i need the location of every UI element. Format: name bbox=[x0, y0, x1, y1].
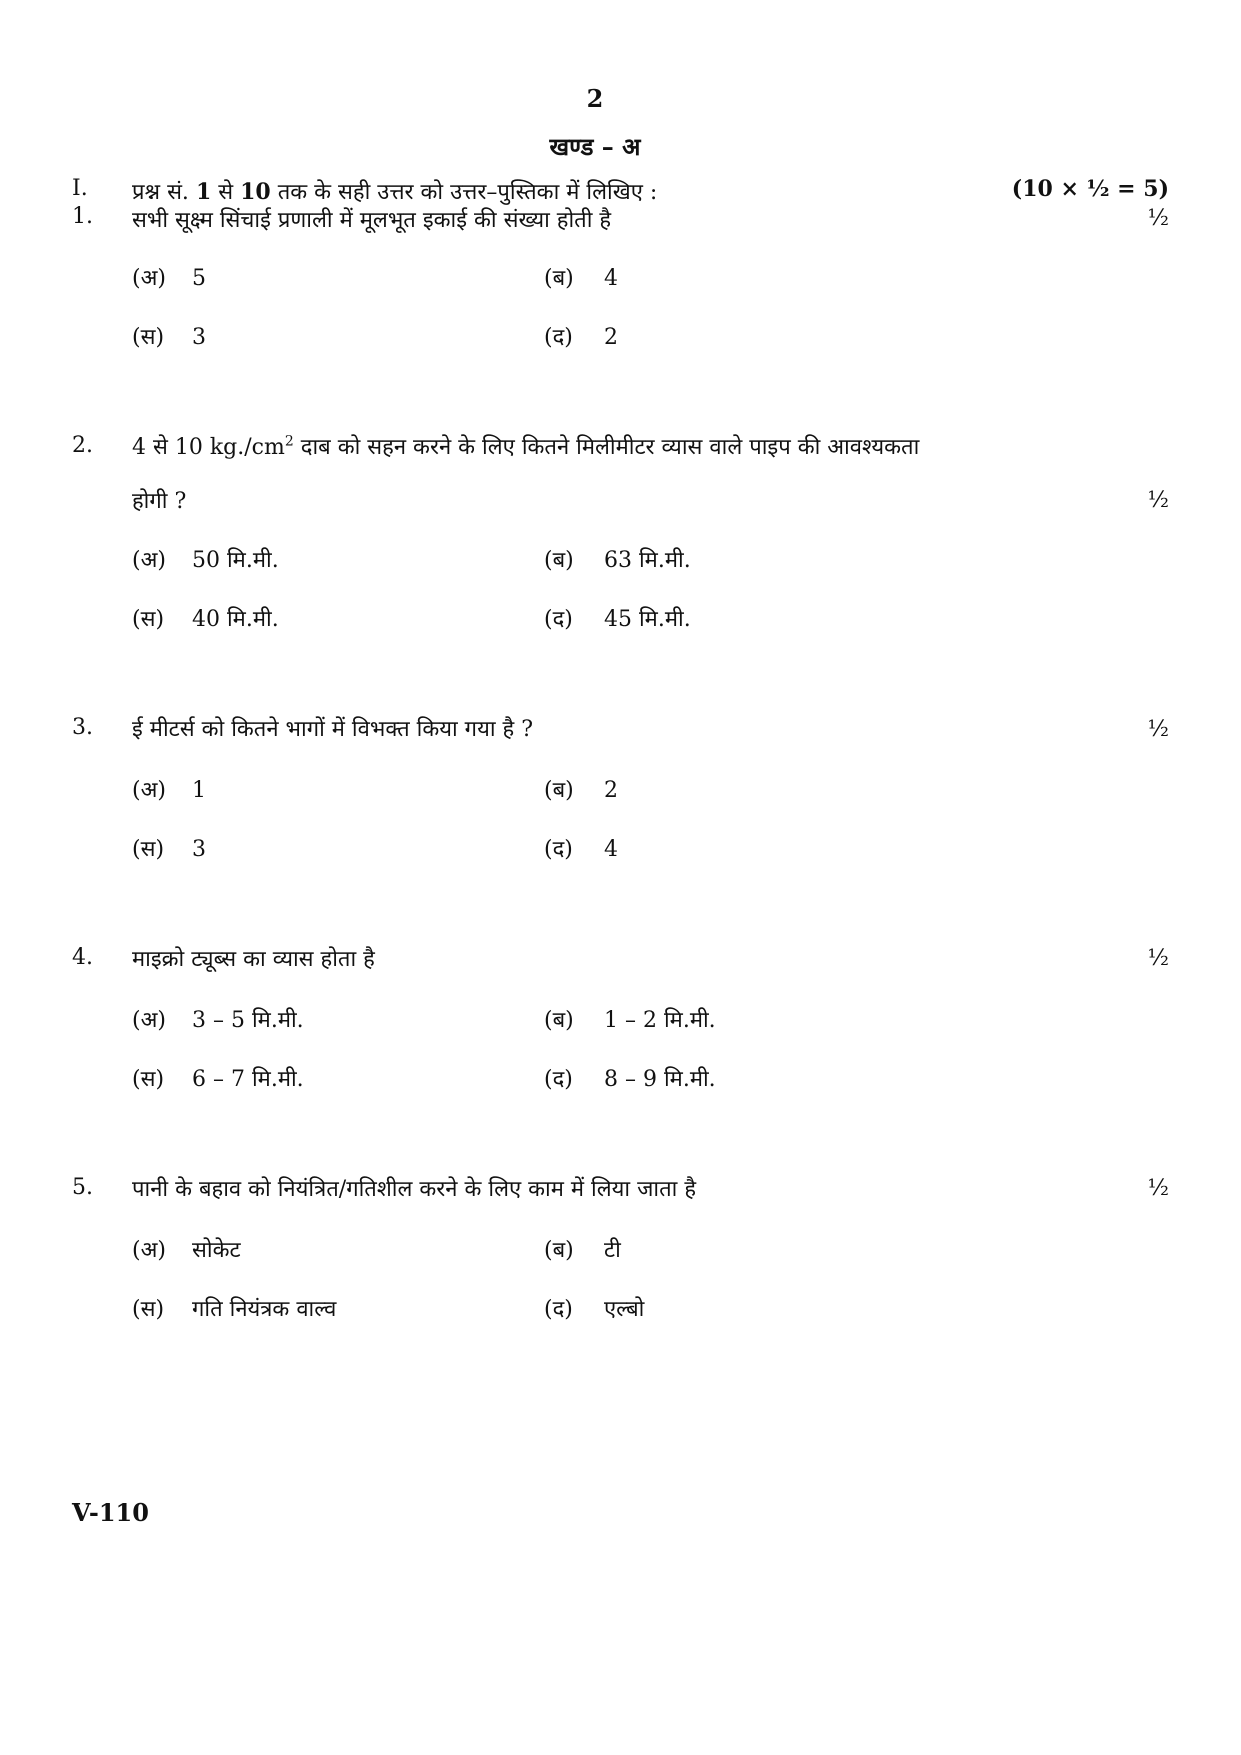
question-marks: ½ bbox=[1147, 206, 1169, 231]
question-number: 2. bbox=[72, 433, 93, 458]
option-b: (ब) 63 मि.मी. bbox=[544, 548, 691, 573]
option-c: (स) गति नियंत्रक वाल्व bbox=[132, 1297, 337, 1322]
option-b: (ब) 2 bbox=[544, 778, 618, 803]
section-title: खण्ड – अ bbox=[549, 132, 641, 161]
option-b: (ब) टी bbox=[544, 1238, 621, 1263]
option-a: (अ) 1 bbox=[132, 778, 206, 803]
question-number: 5. bbox=[72, 1175, 93, 1200]
question-text: 4 से 10 $kg./cm^2$ दाब को सहन करने के लिए कितने मिलीमीटर व्यास वाले पाइप की आवश्यकता bbox=[132, 433, 920, 460]
option-d: (द) 8 – 9 मि.मी. bbox=[544, 1067, 716, 1092]
option-c: (स) 40 मि.मी. bbox=[132, 607, 279, 632]
question-marks: ½ bbox=[1147, 946, 1169, 971]
question-text: ई मीटर्स को कितने भागों में विभक्त किया गया है ? bbox=[132, 717, 533, 742]
option-d: (द) एल्बो bbox=[544, 1297, 645, 1322]
question-text: सभी सूक्ष्म सिंचाई प्रणाली में मूलभूत इकाई की संख्या होती है bbox=[132, 208, 612, 233]
question-marks: ½ bbox=[1147, 488, 1169, 513]
question-text: माइक्रो ट्यूब्स का व्यास होता है bbox=[132, 947, 375, 972]
option-a: (अ) 5 bbox=[132, 266, 206, 291]
option-d: (द) 4 bbox=[544, 837, 618, 862]
option-d: (द) 45 मि.मी. bbox=[544, 607, 691, 632]
question-text-line2: होगी ? bbox=[132, 489, 187, 514]
page-number: 2 bbox=[586, 84, 604, 113]
option-c: (स) 3 bbox=[132, 837, 206, 862]
question-number: 3. bbox=[72, 715, 93, 740]
question-number: 4. bbox=[72, 945, 93, 970]
question-marks: ½ bbox=[1147, 1176, 1169, 1201]
question-marks: ½ bbox=[1147, 717, 1169, 742]
option-b: (ब) 4 bbox=[544, 266, 618, 291]
question-text: पानी के बहाव को नियंत्रित/गतिशील करने के लिए काम में लिया जाता है bbox=[132, 1177, 697, 1202]
question-number: 1. bbox=[72, 204, 93, 229]
instruction-roman: I. bbox=[72, 176, 88, 201]
instruction-marks: (10 × ½ = 5) bbox=[1011, 176, 1169, 202]
option-c: (स) 3 bbox=[132, 325, 206, 350]
option-a: (अ) सोकेट bbox=[132, 1238, 241, 1263]
option-b: (ब) 1 – 2 मि.मी. bbox=[544, 1008, 716, 1033]
instruction-text: प्रश्न सं. 1 से 10 तक के सही उत्तर को उत्तर–पुस्तिका में लिखिए : bbox=[132, 179, 658, 205]
option-d: (द) 2 bbox=[544, 325, 618, 350]
paper-code: V-110 bbox=[72, 1498, 149, 1527]
option-c: (स) 6 – 7 मि.मी. bbox=[132, 1067, 304, 1092]
option-a: (अ) 3 – 5 मि.मी. bbox=[132, 1008, 304, 1033]
option-a: (अ) 50 मि.मी. bbox=[132, 548, 279, 573]
